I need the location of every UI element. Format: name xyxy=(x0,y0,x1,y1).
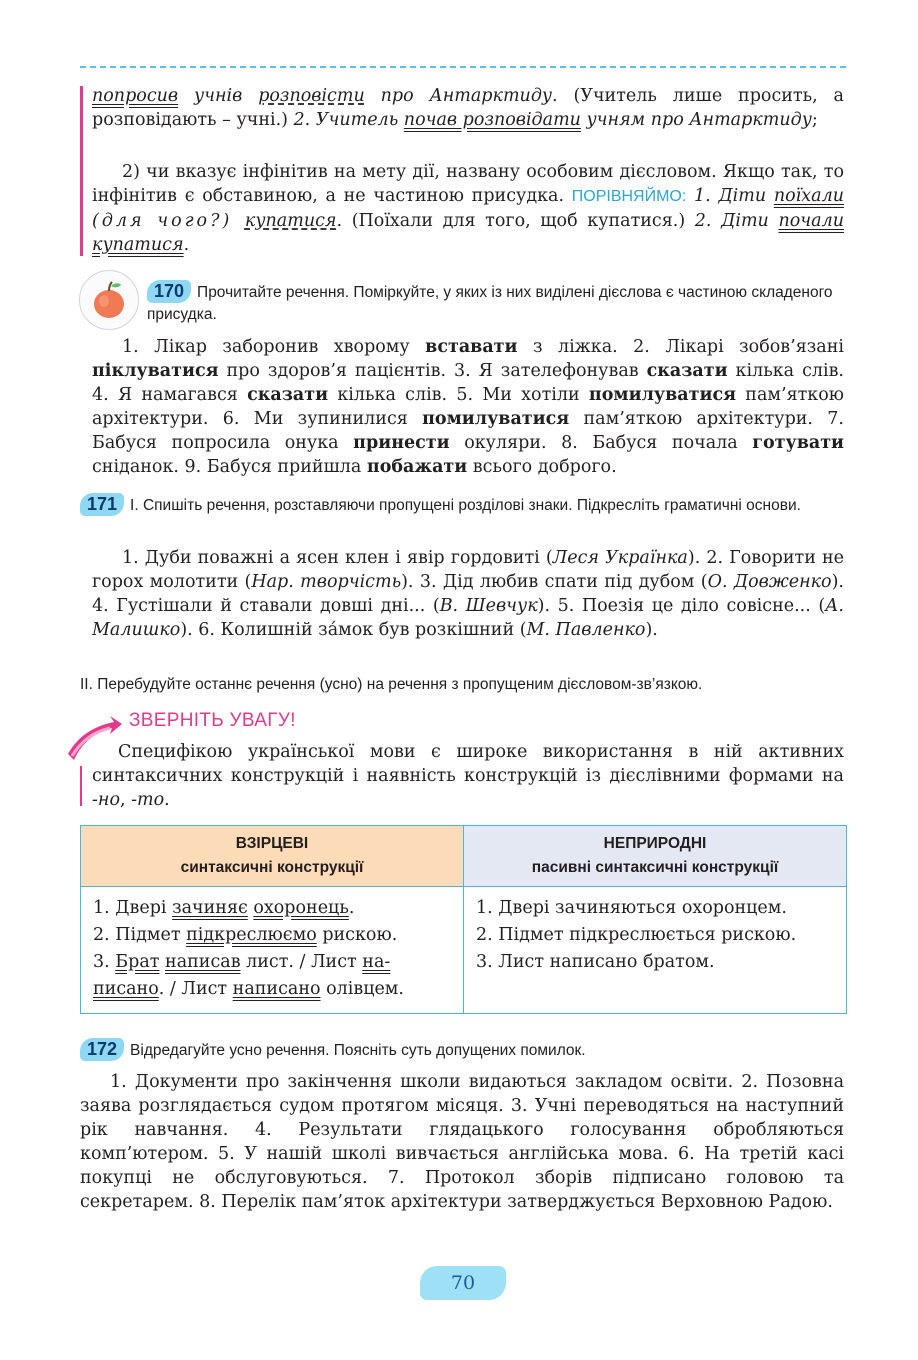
constructions-table xyxy=(80,825,847,1014)
table-cell-unnatural xyxy=(464,887,847,1014)
attention-margin-bar xyxy=(80,766,82,806)
task-170-header xyxy=(147,280,847,326)
predicate-underline: попросив xyxy=(92,86,179,106)
predicate-underline: почав розповідати xyxy=(403,110,581,130)
attention-text: Специфікою української мови є широке використання в ній активних синтаксичних конструкцій і наявність конструкцій із дієслівними формами на -но, -то. xyxy=(92,742,844,810)
task-171-part-2: ІІ. Перебудуйте останнє речення (усно) на речення з пропущеним дієсловом-зв’язкою. xyxy=(80,676,703,693)
task-number-badge: 172 xyxy=(80,1038,124,1061)
task-171-sentences: 1. Дуби поважні а ясен клен і явір гордовиті (Леся Українка). 2. Говорити не горох молотити (Нар. творчість). 3. Дід любив спати під дубом (О. Довженко). 4. Густішали й ставали довші дні... (В. Шевчук). 5. Поезія це діло совісне... (А. Малишко). 6. Колишній за́мок був розкішний (М. Павленко). xyxy=(92,548,845,640)
table-header-unnatural: НЕПРИРОДНІ пасивні синтаксичні конструкції xyxy=(464,826,847,887)
task-instruction: Прочитайте речення. Поміркуйте, у яких із них виділені дієслова є частиною складеного присудка. xyxy=(147,284,833,323)
table-row: 1. Двері зачиняє охоронець. xyxy=(93,898,355,918)
table-row: писано. / Лист написано олівцем. xyxy=(93,979,404,999)
task-172-sentences: 1. Документи про закінчення школи видаються закладом освіти. 2. Позовна заява розглядається судом протягом місяця. 3. Учні переводяться на наступний рік навчання. 4. Результати глядацького голосування обробляються комп’ютером. 5. У нашій школі вивчається англійська мова. 6. На третій касі покупці не обслуговуються. 7. Протокол зборів підписано головою та секретарем. 8. Перелік пам’яток архітектури затверджується Верховною Радою. xyxy=(80,1072,844,1212)
table-header-exemplary: ВЗІРЦЕВІ синтаксичні конструкції xyxy=(81,826,464,887)
task-171-header xyxy=(80,493,844,517)
task-instruction: Відредагуйте усно речення. Поясніть суть допущених помилок. xyxy=(130,1042,586,1059)
top-dashed-divider xyxy=(80,66,846,68)
attention-title: ЗВЕРНІТЬ УВАГУ! xyxy=(129,710,296,731)
table-row: 3. Брат написав лист. / Лист на- xyxy=(93,952,391,972)
task-number-badge: 170 xyxy=(147,280,191,303)
adverbial-underline: купатися xyxy=(244,211,337,231)
rule-margin-bar xyxy=(80,86,83,256)
page-number: 70 xyxy=(420,1266,506,1300)
predicate-underline: почали купатися xyxy=(92,211,844,255)
compare-label: ПОРІВНЯЙМО: xyxy=(571,188,687,205)
task-number-badge: 171 xyxy=(80,493,124,516)
table-row: 2. Підмет підкреслюється рискою. xyxy=(476,925,797,945)
task-instruction: І. Спишіть речення, розставляючи пропущені розділові знаки. Підкресліть граматичні основи. xyxy=(130,497,801,514)
rule-paragraph-1: попросив учнів розповісти про Антарктиду. (Учитель лише просить, а розповідають – учні.) 2. Учитель почав розповідати учням про Антарктиду; xyxy=(92,86,844,130)
table-row: 1. Двері зачиняються охоронцем. xyxy=(476,898,787,918)
predicate-underline: поїхали xyxy=(773,186,844,206)
table-row: 3. Лист написано братом. xyxy=(476,952,715,972)
table-cell-exemplary xyxy=(81,887,464,1014)
table-row: 2. Підмет підкреслюємо рискою. xyxy=(93,925,398,945)
adverbial-underline: розповісти xyxy=(258,86,365,106)
task-170-sentences: 1. Лікар заборонив хворому вставати з ліжка. 2. Лікарі зобов’язані піклуватися про здоров’я пацієнтів. 3. Я зателефонував сказати кілька слів. 4. Я намагався сказати кілька слів. 5. Ми хотіли помилуватися пам’яткою архітектури. 6. Ми зупинилися помилуватися пам’яткою архітектури. 7. Бабуся попросила онука принести окуляри. 8. Бабуся почала готувати сніданок. 9. Бабуся прийшла побажати всього доброго. xyxy=(92,337,845,477)
rule-paragraph-2: 2) чи вказує інфінітив на мету дії, названу особовим дієсловом. Якщо так, то інфінітив є обставиною, а не частиною присудка. ПОРІВНЯЙМО: 1. Діти поїхали (для чого?) купатися. (Поїхали для того, щоб купатися.) 2. Діти почали купатися. xyxy=(92,162,844,255)
task-172-header xyxy=(80,1038,844,1062)
apple-icon xyxy=(79,270,139,330)
